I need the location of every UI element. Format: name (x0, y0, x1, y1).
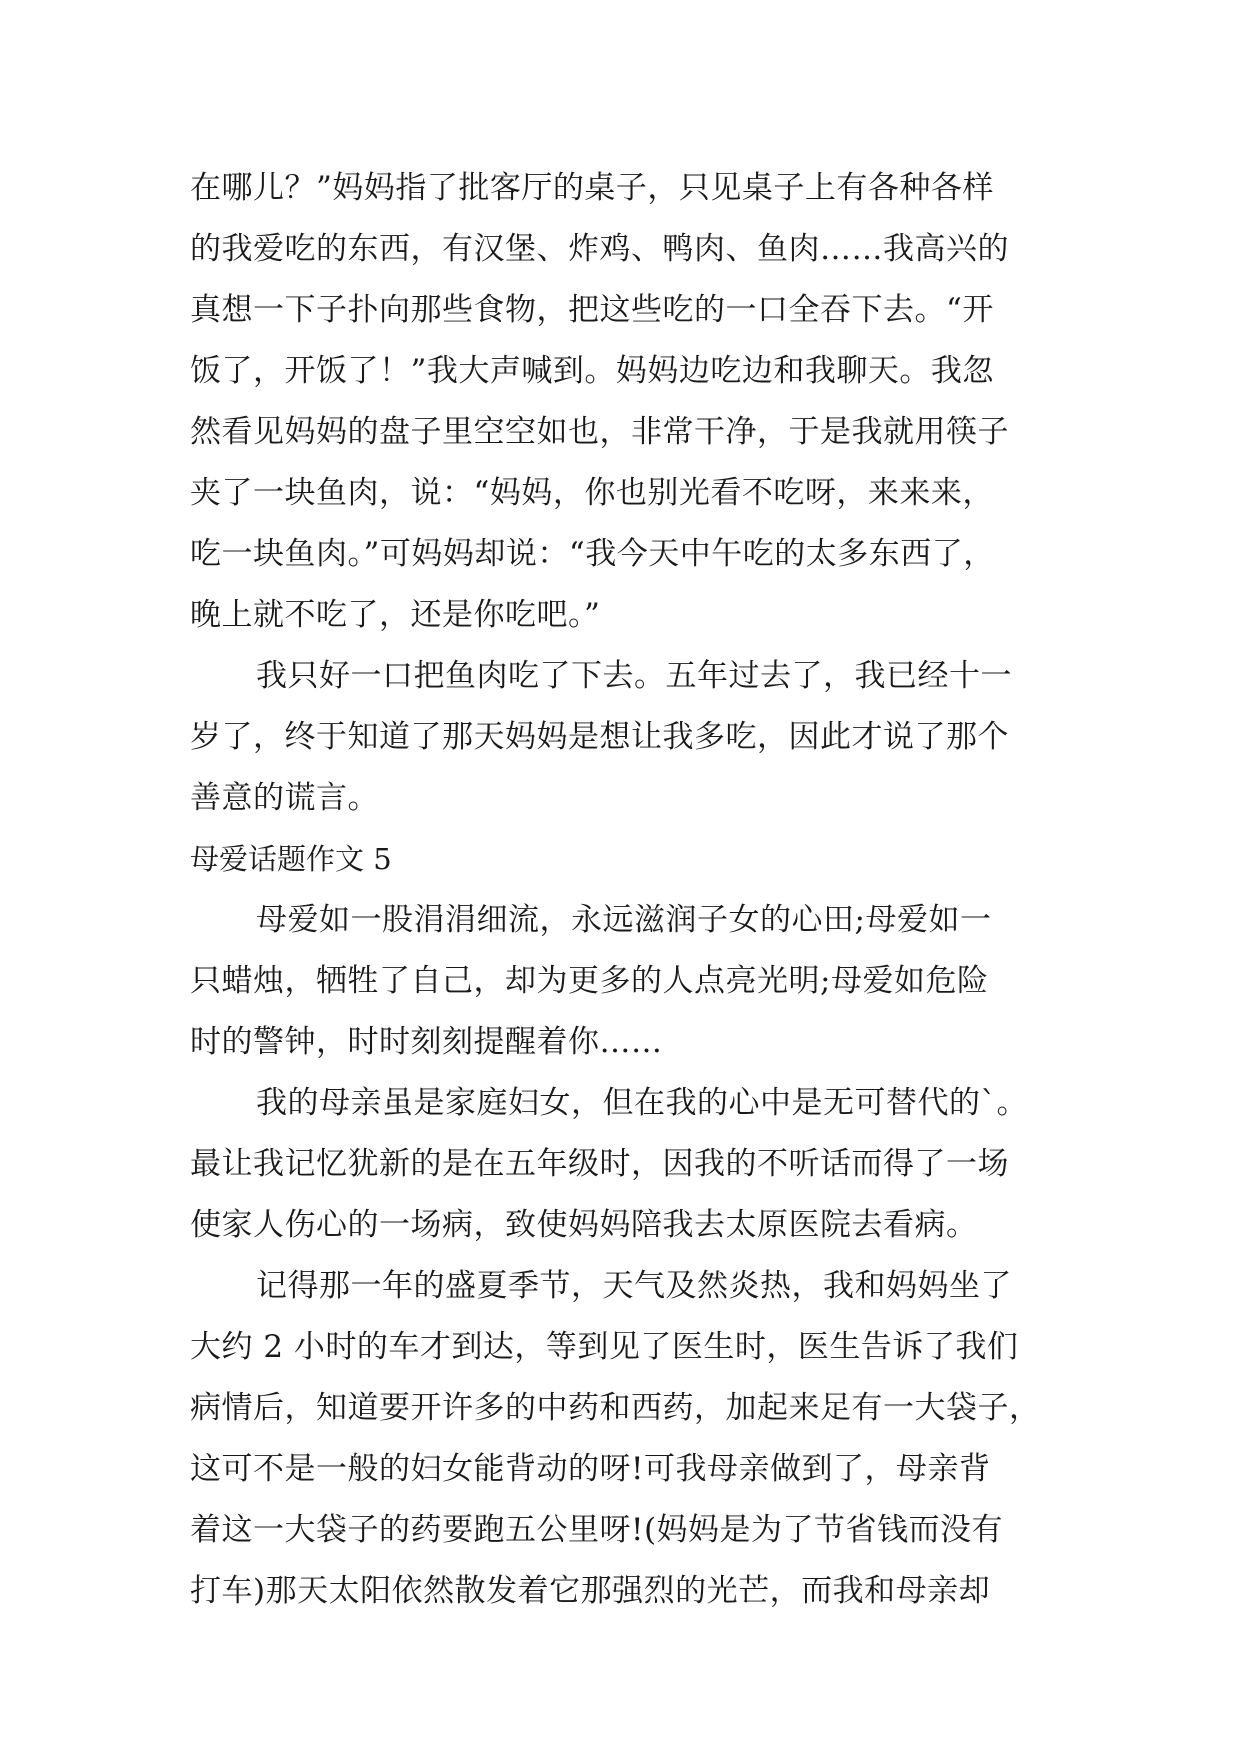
text-line: 时的警钟，时时刻刻提醒着你…… (190, 1024, 663, 1060)
text-line: 只蜡烛，牺牲了自己，却为更多的人点亮光明;母爱如危险 (190, 963, 989, 999)
document-page (190, 158, 1050, 1622)
text-line: 吃一块鱼肉。”可妈妈却说：“我今天中午吃的太多东西了， (190, 536, 995, 572)
text-line: 晚上就不吃了，还是你吃吧。” (190, 597, 601, 633)
text-line: 使家人伤心的一场病，致使妈妈陪我去太原医院去看病。 (190, 1207, 978, 1243)
paragraph-start-line: 母爱如一股涓涓细流，永远滋润子女的心田;母爱如一 (256, 902, 992, 938)
text-line: 善意的谎言。 (190, 780, 379, 816)
text-line: 在哪儿？”妈妈指了批客厅的桌子，只见桌子上有各种各样 (190, 170, 994, 206)
text-line: 着这一大袋子的药要跑五公里呀!(妈妈是为了节省钱而没有 (190, 1512, 1004, 1548)
paragraph-start-line: 我的母亲虽是家庭妇女，但在我的心中是无可替代的`。 (256, 1085, 1028, 1121)
text-line: 打车)那天太阳依然散发着它那强烈的光芒，而我和母亲却 (190, 1573, 991, 1609)
text-line: 这可不是一般的妇女能背动的呀!可我母亲做到了，母亲背 (190, 1451, 991, 1487)
text-line: 然看见妈妈的盘子里空空如也，非常干净，于是我就用筷子 (190, 414, 1009, 450)
text-line: 的我爱吃的东西，有汉堡、炸鸡、鸭肉、鱼肉……我高兴的 (190, 231, 1009, 267)
text-line: 病情后，知道要开许多的中药和西药，加起来足有一大袋子， (190, 1390, 1041, 1426)
text-line: 大约 2 小时的车才到达，等到见了医生时，医生告诉了我们 (190, 1329, 1019, 1365)
text-line: 夹了一块鱼肉，说：“妈妈，你也别光看不吃呀，来来来， (190, 475, 994, 511)
paragraph-start-line: 我只好一口把鱼肉吃了下去。五年过去了，我已经十一 (256, 658, 1012, 694)
text-line: 最让我记忆犹新的是在五年级时，因我的不听话而得了一场 (190, 1146, 1009, 1182)
text-line: 岁了，终于知道了那天妈妈是想让我多吃，因此才说了那个 (190, 719, 1009, 755)
text-line: 饭了，开饭了！”我大声喊到。妈妈边吃边和我聊天。我忽 (190, 353, 994, 389)
text-line: 真想一下子扑向那些食物，把这些吃的一口全吞下去。“开 (190, 292, 994, 328)
paragraph-start-line: 记得那一年的盛夏季节，天气及然炎热，我和妈妈坐了 (256, 1268, 1012, 1304)
section-heading: 母爱话题作文 5 (190, 842, 392, 876)
